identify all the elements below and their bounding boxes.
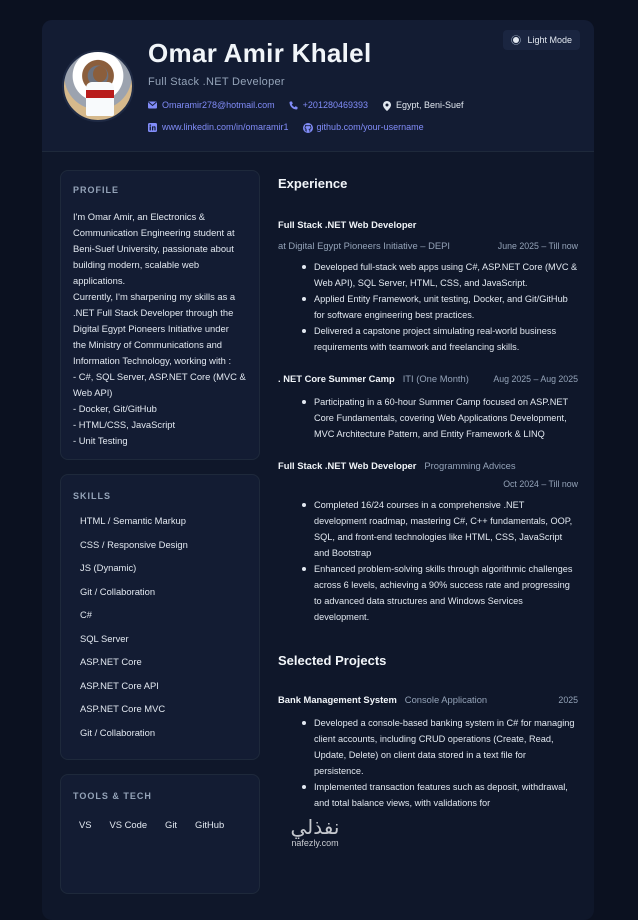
profile-panel — [60, 170, 260, 460]
skill-item: ASP.NET Core MVC — [73, 697, 247, 721]
skill-item: C# — [73, 603, 247, 627]
job-bullet: Delivered a capstone project simulating real-world business requirements with teamwork and freelancing skills. — [302, 323, 578, 355]
project-bullet: Implemented transaction features such as deposit, withdrawal, and total balance views, with validations for — [302, 779, 578, 811]
job-date: Aug 2025 – Aug 2025 — [493, 374, 578, 384]
skill-item: JS (Dynamic) — [73, 556, 247, 580]
location-text: Egypt, Beni-Suef — [396, 100, 464, 110]
profile-line: - C#, SQL Server, ASP.NET Core (MVC & — [73, 369, 247, 385]
watermark-domain: nafezly.com — [275, 838, 355, 848]
tools-heading: TOOLS & TECH — [73, 791, 247, 801]
job-bullets — [302, 394, 578, 442]
linkedin-contact[interactable] — [148, 122, 289, 132]
main-content — [278, 170, 578, 811]
mail-icon — [148, 101, 157, 110]
site-watermark — [275, 816, 355, 848]
tools-list — [73, 815, 247, 835]
profile-line: Beni-Suef University, passionate about — [73, 241, 247, 257]
job-bullet: Participating in a 60-hour Summer Camp focused on ASP.NET Core Fundamentals, covering Web Applications Development, MVC Architecture Pattern, and Entity Framework & LINQ — [302, 394, 578, 442]
experience-item — [278, 219, 578, 355]
profile-line: Digital Egypt Pioneers Initiative under — [73, 321, 247, 337]
sidebar — [60, 170, 260, 908]
profile-line: .NET Full Stack Developer through the — [73, 305, 247, 321]
resume-header — [42, 20, 594, 152]
profile-line: - Unit Testing — [73, 433, 247, 449]
skills-heading: SKILLS — [73, 491, 247, 501]
profile-line: Communication Engineering student at — [73, 225, 247, 241]
skill-item: HTML / Semantic Markup — [73, 509, 247, 533]
tool-chip: VS — [73, 815, 98, 835]
person-name: Omar Amir Khalel — [148, 38, 371, 69]
profile-line: the Ministry of Communications and — [73, 337, 247, 353]
project-item — [278, 694, 578, 811]
sun-icon — [513, 37, 519, 43]
linkedin-link[interactable]: www.linkedin.com/in/omaramir1 — [162, 122, 289, 132]
light-mode-label: Light Mode — [527, 35, 572, 45]
project-date: 2025 — [558, 695, 578, 705]
project-bullet: Developed a console-based banking system in C# for managing client accounts, including CRUD operations (Create, Read, Update, Delete) on client data stored in a text file for persistence. — [302, 715, 578, 779]
job-meta-row — [278, 240, 578, 251]
contact-row-primary — [148, 100, 464, 110]
phone-icon — [289, 101, 298, 110]
project-title-row — [278, 694, 578, 705]
skill-item: CSS / Responsive Design — [73, 533, 247, 557]
email-link[interactable]: Omaramir278@hotmail.com — [162, 100, 275, 110]
location-contact — [382, 100, 464, 110]
job-bullets — [302, 497, 578, 625]
skill-item: ASP.NET Core API — [73, 674, 247, 698]
watermark-logo-text: نفذلي — [275, 816, 355, 838]
job-bullet: Developed full-stack web apps using C#, ASP.NET Core (MVC & Web API), SQL Server, HTML, CSS, and JavaScript. — [302, 259, 578, 291]
experience-heading: Experience — [278, 176, 578, 191]
linkedin-icon — [148, 123, 157, 132]
tools-panel — [60, 774, 260, 894]
profile-line: applications. — [73, 273, 247, 289]
job-bullets — [302, 259, 578, 355]
github-link[interactable]: github.com/your-username — [317, 122, 424, 132]
job-date: June 2025 – Till now — [498, 241, 578, 251]
profile-heading: PROFILE — [73, 185, 247, 195]
location-pin-icon — [382, 101, 391, 110]
skill-item: SQL Server — [73, 627, 247, 651]
job-title-row — [278, 219, 578, 230]
job-role: Full Stack .NET Web Developer — [278, 460, 416, 471]
resume-card — [42, 20, 594, 920]
profile-line: I'm Omar Amir, an Electronics & — [73, 209, 247, 225]
job-bullet: Enhanced problem-solving skills through algorithmic challenges across 6 levels, achieving a 90% success rate and progressing to advanced data structures and Windows Services development. — [302, 561, 578, 625]
job-role: Full Stack .NET Web Developer — [278, 219, 416, 230]
job-org: Programming Advices — [424, 460, 515, 471]
phone-contact[interactable] — [289, 100, 368, 110]
tool-chip: Git — [159, 815, 183, 835]
profile-line: - Docker, Git/GitHub — [73, 401, 247, 417]
contact-row-links — [148, 122, 424, 132]
experience-item — [278, 460, 578, 625]
job-bullet: Completed 16/24 courses in a comprehensive .NET development roadmap, mastering C#, C++ fundamentals, OOP, SQL, and front-end technologies like HTML, CSS, JavaScript and Bootstrap — [302, 497, 578, 561]
skills-panel — [60, 474, 260, 760]
job-title-row — [278, 373, 578, 384]
skill-item: Git / Collaboration — [73, 721, 247, 745]
skill-item: ASP.NET Core — [73, 650, 247, 674]
job-date: Oct 2024 – Till now — [503, 479, 578, 489]
profile-line: Information Technology, working with : — [73, 353, 247, 369]
experience-item — [278, 373, 578, 442]
skill-item: Git / Collaboration — [73, 580, 247, 604]
github-contact[interactable] — [303, 122, 424, 132]
profile-line: building modern, scalable web — [73, 257, 247, 273]
light-mode-toggle[interactable] — [503, 30, 580, 50]
project-title: Bank Management System — [278, 694, 397, 705]
projects-heading: Selected Projects — [278, 653, 578, 668]
phone-link[interactable]: +201280469393 — [303, 100, 368, 110]
tool-chip: GitHub — [189, 815, 230, 835]
job-meta-row — [278, 479, 578, 489]
profile-photo — [62, 50, 134, 122]
project-bullets — [302, 715, 578, 811]
job-title: Full Stack .NET Developer — [148, 76, 285, 88]
job-role: . NET Core Summer Camp — [278, 373, 395, 384]
profile-line: - HTML/CSS, JavaScript — [73, 417, 247, 433]
profile-line: Web API) — [73, 385, 247, 401]
github-icon — [303, 123, 312, 132]
job-org: ITI (One Month) — [403, 373, 469, 384]
job-title-row — [278, 460, 578, 471]
tool-chip: VS Code — [104, 815, 154, 835]
profile-line: Currently, I'm sharpening my skills as a — [73, 289, 247, 305]
email-contact[interactable] — [148, 100, 275, 110]
job-org: at Digital Egypt Pioneers Initiative – DEPI — [278, 240, 450, 251]
project-type: Console Application — [405, 694, 487, 705]
profile-summary — [73, 209, 247, 449]
job-bullet: Applied Entity Framework, unit testing, Docker, and Git/GitHub for software engineering best practices. — [302, 291, 578, 323]
